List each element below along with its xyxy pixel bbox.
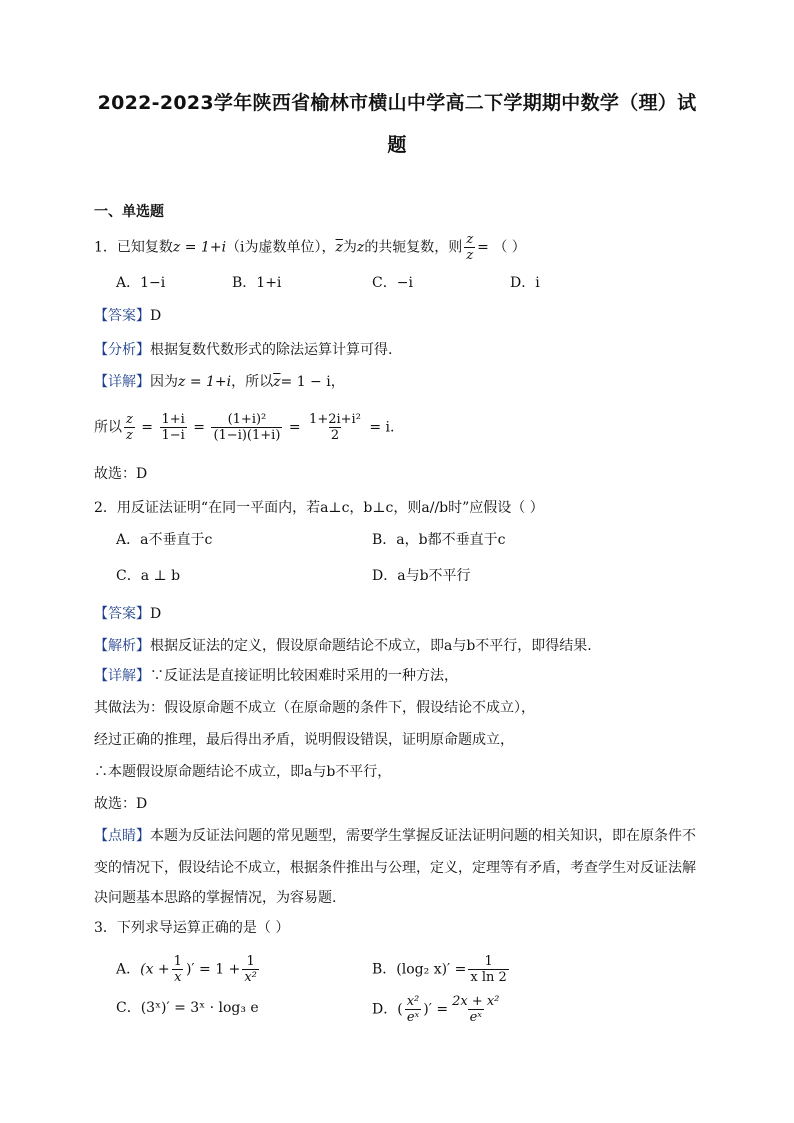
frac-numerator: z bbox=[466, 232, 474, 247]
q2-detail-line2: 其做法为：假设原命题不成立（在原命题的条件下，假设结论不成立）， bbox=[94, 700, 535, 716]
q2-option-b: B．a，b都不垂直于c bbox=[372, 532, 506, 548]
q3-stem: 3．下列求导运算正确的是（ ） bbox=[94, 920, 290, 936]
comment-text: 本题为反证法问题的常见题型，需要学生掌握反证法证明问题的相关知识，即在原条件不 bbox=[150, 828, 696, 844]
q3-option-d bbox=[372, 994, 503, 1025]
frac-numerator: 1 bbox=[484, 954, 493, 969]
q2-detail-line4: ∴本题假设原命题结论不成立，即a与b不平行， bbox=[94, 764, 392, 780]
answer-tag: 【答案】 bbox=[94, 606, 150, 622]
q1-fraction bbox=[464, 232, 475, 263]
q1-derivation: 所以 $\frac{z}{z}$ = $\frac{1+i}{1-i}$ = $\frac{\text{(1+i)²}}{(1-i)(1+i)}$ = $\frac{\text{1+2i+i²}}{2}$ = i. bbox=[94, 412, 395, 443]
derivation-text: 所以 bbox=[94, 419, 122, 436]
option-math: (x + bbox=[140, 961, 170, 978]
q1-stem-text: = （ ） bbox=[477, 239, 526, 256]
detail-tag: 【详解】 bbox=[94, 374, 150, 390]
option-math: (3ˣ)′ = 3ˣ · log₃ e bbox=[140, 1000, 259, 1016]
q1-answer bbox=[94, 306, 161, 326]
detail-text: ∵反证法是直接证明比较困难时采用的一种方法， bbox=[150, 668, 458, 684]
q2-option-d: D．a与b不平行 bbox=[372, 568, 471, 584]
doc-title-line2: 题 bbox=[387, 134, 407, 156]
frac-numerator: 1+i bbox=[161, 412, 185, 427]
option-label: B． bbox=[372, 961, 397, 978]
option-frac bbox=[450, 994, 501, 1025]
frac-numerator: 2x + x² bbox=[452, 994, 500, 1009]
detail-zbar: $\overline{z}$ bbox=[273, 374, 281, 390]
option-label: A． bbox=[116, 961, 141, 978]
derivation-frac-2 bbox=[160, 412, 187, 443]
q1-detail bbox=[94, 372, 345, 392]
q1-option-b: B．1+i bbox=[232, 275, 282, 291]
frac-denominator: eˣ bbox=[406, 1010, 420, 1025]
q1-z: z bbox=[356, 239, 365, 256]
q2-option-a: A．a不垂直于c bbox=[116, 532, 213, 548]
option-label: C． bbox=[116, 1000, 141, 1016]
derivation-frac-1 bbox=[124, 412, 135, 443]
frac-denominator: x² bbox=[244, 970, 257, 985]
detail-math: z = 1+i bbox=[178, 374, 232, 390]
q1-zbar: $\overline{z}$ bbox=[335, 239, 343, 256]
q1-stem-text: （i为虚数单位）， bbox=[226, 239, 336, 256]
q1-analysis bbox=[94, 340, 392, 360]
analysis-tag: 【解析】 bbox=[94, 638, 150, 654]
frac-numerator: 1+2i+i² bbox=[309, 412, 361, 427]
answer-value: D bbox=[150, 606, 162, 622]
frac-denominator: (1−i)(1+i) bbox=[213, 428, 281, 443]
frac-numerator: 1 bbox=[246, 954, 255, 969]
detail-tag: 【详解】 bbox=[94, 668, 150, 684]
q1-choose: 故选：D bbox=[94, 466, 148, 482]
q3-option-a bbox=[116, 954, 261, 985]
q1-stem-text: 的共轭复数，则 bbox=[364, 239, 463, 256]
option-math: )′ = bbox=[423, 1001, 449, 1018]
derivation-frac-4 bbox=[307, 412, 363, 443]
frac-numerator: x² bbox=[406, 994, 420, 1009]
option-math: ( bbox=[397, 1001, 403, 1018]
frac-denominator: 1−i bbox=[161, 428, 185, 443]
q1-option-a: A．1−i bbox=[116, 275, 166, 291]
comment-tag: 【点睛】 bbox=[94, 828, 150, 844]
q2-comment-line2: 变的情况下，假设结论不成立，根据条件推出与公理，定义，定理等有矛盾，考查学生对反证法解 bbox=[94, 860, 696, 876]
analysis-text: 根据反证法的定义，假设原命题结论不成立，即a与b不平行，即得结果. bbox=[150, 638, 592, 654]
derivation-result: = i. bbox=[369, 419, 395, 436]
q2-answer bbox=[94, 604, 161, 624]
q1-option-d: D．i bbox=[510, 275, 540, 291]
q1-stem bbox=[94, 232, 526, 263]
q2-option-c: C．a ⊥ b bbox=[116, 568, 181, 584]
detail-math: = 1 − i， bbox=[280, 374, 345, 390]
q1-z-def: z = 1+i bbox=[172, 239, 227, 256]
detail-text: 因为 bbox=[150, 374, 178, 390]
analysis-tag: 【分析】 bbox=[94, 342, 150, 358]
frac-numerator: (1+i)² bbox=[227, 412, 267, 427]
q3-option-b bbox=[372, 954, 511, 985]
frac-numerator: z bbox=[126, 412, 133, 427]
option-frac bbox=[172, 954, 184, 985]
q2-analysis bbox=[94, 636, 592, 656]
q1-option-c: C．−i bbox=[372, 275, 413, 291]
q2-detail bbox=[94, 666, 458, 686]
answer-tag: 【答案】 bbox=[94, 308, 150, 324]
frac-numerator: 1 bbox=[173, 954, 182, 969]
q2-comment bbox=[94, 826, 696, 846]
q2-choose: 故选：D bbox=[94, 796, 148, 812]
q2-comment-line3: 决问题基本思路的掌握情况，为容易题. bbox=[94, 890, 337, 906]
analysis-text: 根据复数代数形式的除法运算计算可得. bbox=[150, 342, 393, 358]
frac-denominator: eˣ bbox=[469, 1010, 482, 1025]
section-heading: 一、单选题 bbox=[94, 204, 164, 220]
q1-stem-text: 为 bbox=[342, 239, 357, 256]
q1-stem-text: 1．已知复数 bbox=[94, 239, 173, 256]
option-math: )′ = 1 + bbox=[185, 961, 241, 978]
frac-denominator: x bbox=[174, 970, 182, 985]
option-label: D． bbox=[372, 1001, 398, 1018]
q2-detail-line3: 经过正确的推理，最后得出矛盾，说明假设错误，证明原命题成立， bbox=[94, 732, 514, 748]
frac-denominator: z bbox=[126, 428, 133, 443]
answer-value: D bbox=[150, 308, 162, 324]
frac-denominator: x ln 2 bbox=[470, 970, 507, 985]
option-frac bbox=[242, 954, 259, 985]
detail-text: ，所以 bbox=[231, 374, 274, 390]
option-math: (log₂ x)′ = bbox=[396, 961, 467, 978]
q2-stem: 2．用反证法证明“在同一平面内，若a⊥c，b⊥c，则a//b时”应假设（ ） bbox=[94, 500, 544, 516]
frac-denominator: 2 bbox=[330, 428, 340, 443]
frac-denominator: z bbox=[466, 248, 474, 263]
derivation-frac-3 bbox=[211, 412, 282, 443]
option-frac bbox=[468, 954, 508, 985]
option-frac bbox=[405, 994, 422, 1025]
q3-option-c bbox=[116, 998, 259, 1018]
doc-title-line1: 2022-2023学年陕西省榆林市横山中学高二下学期期中数学（理）试 bbox=[97, 92, 697, 114]
